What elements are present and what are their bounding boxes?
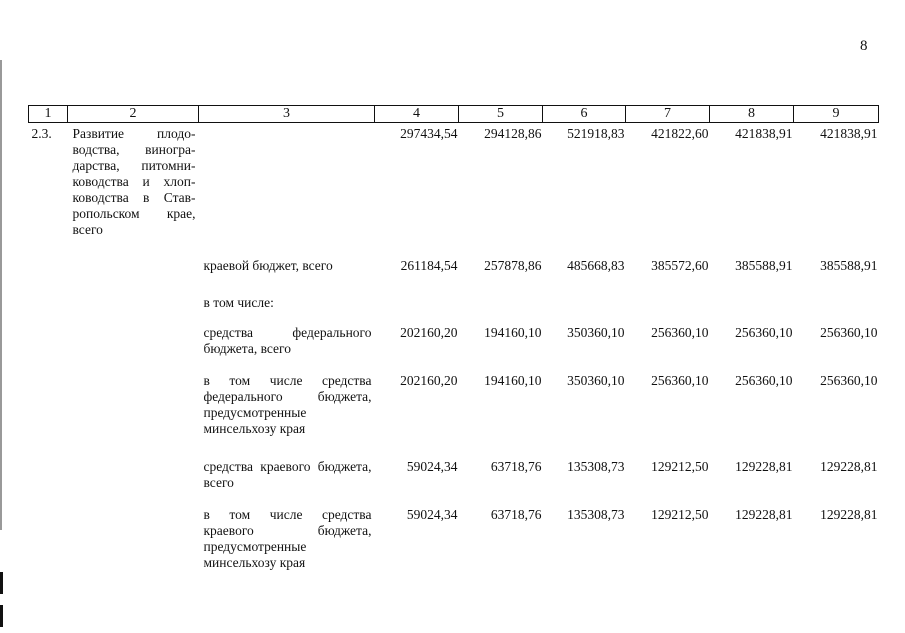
value-cell: 59024,34	[406, 459, 458, 474]
scan-edge-mark	[0, 60, 2, 530]
value-cell: 256360,10	[820, 373, 878, 388]
value-cell: 135308,73	[567, 459, 625, 474]
value-cell: 485668,83	[567, 258, 625, 273]
row-number	[29, 505, 68, 577]
funding-source: в том числе:	[203, 295, 274, 310]
value-cell: 129212,50	[651, 507, 709, 522]
value-cell: 129228,81	[820, 507, 878, 522]
value-cell: 521918,83	[567, 126, 625, 141]
funding-source: краевой бюджет, всего	[203, 258, 333, 273]
value-cell: 421822,60	[651, 126, 709, 141]
row-number	[29, 453, 68, 505]
program-name	[68, 365, 199, 453]
budget-table	[28, 105, 879, 577]
value-cell: 294128,86	[484, 126, 542, 141]
funding-source: в том числе средства федерального бюджета, предусмотренные минсельхозу края	[203, 373, 372, 436]
value-cell: 385588,91	[820, 258, 878, 273]
column-header: 6	[543, 106, 626, 123]
scan-edge-mark	[0, 572, 3, 594]
value-cell: 256360,10	[651, 373, 709, 388]
value-cell	[794, 293, 879, 317]
scan-edge-mark	[0, 605, 3, 627]
column-header: 1	[29, 106, 68, 123]
value-cell: 256360,10	[651, 325, 709, 340]
table-row	[29, 317, 879, 365]
value-cell	[543, 293, 626, 317]
row-number: 2.3.	[31, 126, 52, 141]
column-header: 3	[199, 106, 375, 123]
table-row	[29, 505, 879, 577]
program-name	[68, 246, 199, 293]
program-name	[68, 293, 199, 317]
value-cell: 256360,10	[820, 325, 878, 340]
column-header: 9	[794, 106, 879, 123]
value-cell: 129228,81	[735, 459, 793, 474]
funding-source: средства краевого бюджета, всего	[203, 459, 372, 490]
value-cell	[710, 293, 794, 317]
column-header: 2	[68, 106, 199, 123]
value-cell: 135308,73	[567, 507, 625, 522]
value-cell	[459, 293, 543, 317]
value-cell	[375, 293, 459, 317]
value-cell: 350360,10	[567, 373, 625, 388]
value-cell: 129228,81	[820, 459, 878, 474]
value-cell: 202160,20	[400, 373, 458, 388]
table-row	[29, 246, 879, 293]
value-cell: 261184,54	[400, 258, 458, 273]
page-number: 8	[860, 38, 868, 54]
row-number	[29, 365, 68, 453]
table-row	[29, 293, 879, 317]
column-header: 7	[626, 106, 710, 123]
value-cell: 59024,34	[406, 507, 458, 522]
program-name	[68, 505, 199, 577]
row-number	[29, 246, 68, 293]
column-header: 4	[375, 106, 459, 123]
row-number	[29, 317, 68, 365]
value-cell: 129228,81	[735, 507, 793, 522]
program-name	[68, 453, 199, 505]
column-header: 8	[710, 106, 794, 123]
value-cell: 385588,91	[735, 258, 793, 273]
value-cell: 256360,10	[735, 373, 793, 388]
value-cell: 129212,50	[651, 459, 709, 474]
funding-source: средства федерального бюджета, всего	[203, 325, 372, 356]
row-number	[29, 293, 68, 317]
table-header-row	[29, 106, 879, 123]
value-cell: 350360,10	[567, 325, 625, 340]
value-cell: 202160,20	[400, 325, 458, 340]
value-cell: 63718,76	[490, 507, 542, 522]
value-cell: 297434,54	[400, 126, 458, 141]
column-header: 5	[459, 106, 543, 123]
funding-source	[199, 123, 375, 247]
value-cell: 257878,86	[484, 258, 542, 273]
value-cell: 63718,76	[490, 459, 542, 474]
value-cell: 421838,91	[820, 126, 878, 141]
value-cell: 421838,91	[735, 126, 793, 141]
program-name	[68, 317, 199, 365]
value-cell: 256360,10	[735, 325, 793, 340]
program-name: Развитие плодо-водства, виногра-дарства, питомни-ководства и хлоп-ководства в Став-ропольском крае, всего	[72, 126, 196, 237]
value-cell: 385572,60	[651, 258, 709, 273]
value-cell: 194160,10	[484, 325, 542, 340]
value-cell: 194160,10	[484, 373, 542, 388]
funding-source: в том числе средства краевого бюджета, предусмотренные минсельхозу края	[203, 507, 372, 570]
table-row	[29, 453, 879, 505]
value-cell	[626, 293, 710, 317]
table-row	[29, 365, 879, 453]
table-row	[29, 123, 879, 247]
